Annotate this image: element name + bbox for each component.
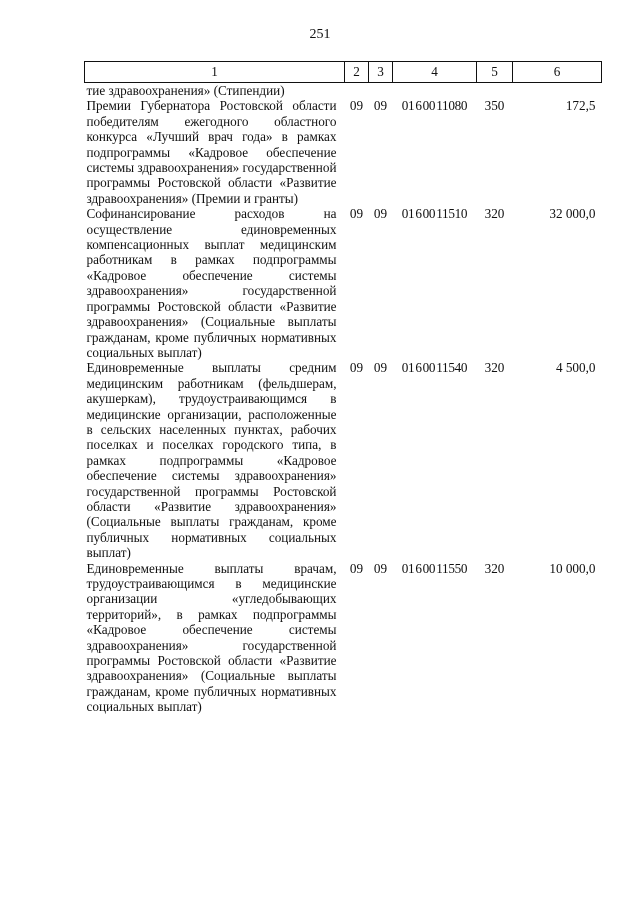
table-row (85, 83, 602, 99)
page-number: 251 (309, 27, 331, 42)
row-subsection: 09 (373, 98, 388, 114)
row-amount: 4 500,0 (555, 360, 596, 376)
row-description: Премии Губернатора Ростовской области победителям ежегодного областного конкурса «Лучший врач года» в рамках подпрограммы «Кадровое обеспечение системы здравоохранения» государственной программы Ростовской области «Развитие здравоохранения» (Премии и гранты) (86, 98, 337, 206)
header-col-6: 6 (513, 62, 602, 83)
row-subsection: 09 (373, 206, 388, 222)
header-col-1: 1 (85, 62, 345, 83)
row-expense-type: 320 (484, 560, 505, 576)
row-target-code: 01 6 00 11550 (401, 560, 468, 576)
row-description: Софинансирование расходов на осуществление единовременных компенсационных выплат медицинским работникам в рамках подпрограммы «Кадровое обеспечение системы здравоохранения» государственной программы Ростовской области «Развитие здравоохранения» (Социальные выплаты гражданам, кроме публичных нормативных социальных выплат) (86, 206, 337, 360)
header-col-4: 4 (393, 62, 477, 83)
row-section (345, 83, 369, 99)
row-amount: 10 000,0 (549, 560, 596, 576)
row-amount (513, 83, 602, 99)
row-expense-type: 320 (484, 206, 505, 222)
row-section: 09 (349, 98, 364, 114)
row-subsection: 09 (373, 360, 388, 376)
row-description: Единовременные выплаты средним медицинским работникам (фельдшерам, акушеркам), трудоустраивающимся в медицинские организации, расположенные в сельских населенных пунктах, рабочих поселках и поселках городского типа, в рамках подпрограммы «Кадровое обеспечение системы здравоохранения» государственной программы Ростовской области «Развитие здравоохранения» (Социальные выплаты гражданам, кроме публичных нормативных социальных выплат) (86, 360, 337, 561)
row-subsection: 09 (373, 560, 388, 576)
row-expense-type (477, 83, 513, 99)
header-row (85, 62, 602, 83)
table-body (85, 83, 602, 715)
header-col-5: 5 (477, 62, 513, 83)
table-row (85, 561, 602, 715)
table-row (85, 98, 602, 206)
row-section: 09 (349, 206, 364, 222)
table-row (85, 360, 602, 560)
row-expense-type: 350 (484, 98, 505, 114)
table-row (85, 206, 602, 360)
row-target-code: 01 6 00 11080 (401, 98, 468, 114)
row-amount: 32 000,0 (549, 206, 596, 222)
row-description: тие здравоохранения» (Стипендии) (86, 83, 285, 98)
table-header (85, 62, 602, 83)
row-description: Единовременные выплаты врачам, трудоустраивающимся в медицинские организации «угледобывающих территорий», в рамках подпрограммы «Кадровое обеспечение системы здравоохранения» государственной программы Ростовской области «Развитие здравоохранения» (Социальные выплаты гражданам, кроме публичных нормативных социальных выплат) (86, 560, 337, 715)
row-expense-type: 320 (484, 360, 505, 376)
header-col-3: 3 (369, 62, 393, 83)
row-target-code: 01 6 00 11540 (401, 360, 468, 376)
row-section: 09 (349, 560, 364, 576)
row-section: 09 (349, 360, 364, 376)
row-amount: 172,5 (565, 98, 596, 114)
budget-table (84, 61, 602, 715)
row-subsection (369, 83, 393, 99)
row-target-code: 01 6 00 11510 (401, 206, 468, 222)
header-col-2: 2 (345, 62, 369, 83)
row-target-code (393, 83, 477, 99)
